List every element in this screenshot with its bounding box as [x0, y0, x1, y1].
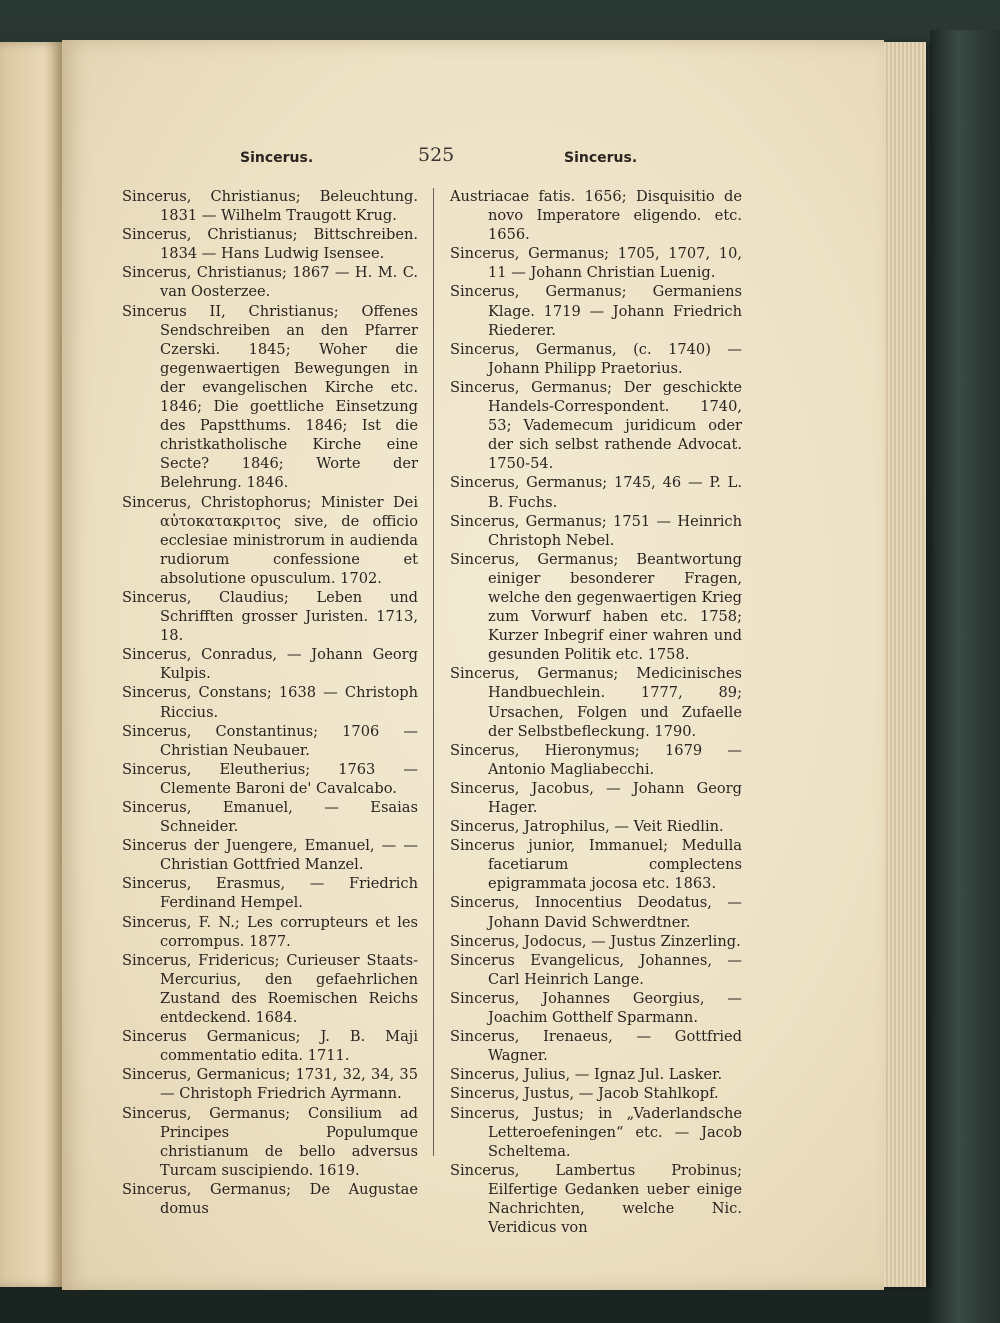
- entry: Sincerus, Constantinus; 1706 — Christian Neubauer.: [122, 722, 418, 759]
- entry: Austriacae fatis. 1656; Disquisitio de novo Imperatore eligendo. etc. 1656.: [450, 188, 742, 244]
- entry: Sincerus, Eleutherius; 1763 — Clemente Baroni de' Cavalcabo.: [122, 760, 418, 797]
- entry: Sincerus II, Christianus; Offenes Sendschreiben an den Pfarrer Czerski. 1845; Woher die gegenwaertigen Bewegungen in der evangelischen Kirche etc. 1846; Die goettliche Einsetzung des Papstthums. 1846; Ist die christkatholische Kirche eine Secte? 1846; Worte der Belehrung. 1846.: [122, 302, 418, 492]
- entry: Sincerus, Conradus, — Johann Georg Kulpis.: [122, 646, 418, 683]
- cover-edge: [930, 30, 1000, 1323]
- entry: Sincerus Germanicus; J. B. Maji commentatio edita. 1711.: [122, 1028, 418, 1065]
- entry: Sincerus, Christophorus; Minister Dei αὐτοκατακριτος sive, de officio ecclesiae ministrorum in audienda rudiorum confessione et absolutione opusculum. 1702.: [122, 493, 418, 587]
- entry: Sincerus, Lambertus Probinus; Eilfertige Gedanken ueber einige Nachrichten, welche Nic. Veridicus von: [450, 1161, 742, 1237]
- entry: Sincerus junior, Immanuel; Medulla facetiarum complectens epigrammata jocosa etc. 1863.: [450, 837, 742, 893]
- entry: Sincerus, Julius, — Ignaz Jul. Lasker.: [450, 1066, 723, 1084]
- entry: Sincerus, Christianus; Bittschreiben. 1834 — Hans Ludwig Isensee.: [122, 226, 418, 263]
- header-right-title: Sincerus.: [564, 150, 638, 166]
- entry: Sincerus, Christianus; 1867 — H. M. C. van Oosterzee.: [122, 264, 418, 301]
- page-block-edges: [880, 42, 926, 1287]
- entry: Sincerus, Emanuel, — Esaias Schneider.: [122, 799, 418, 836]
- entry: Sincerus, Germanus; Germaniens Klage. 1719 — Johann Friedrich Riederer.: [450, 283, 742, 339]
- entry: Sincerus, Constans; 1638 — Christoph Riccius.: [122, 684, 418, 721]
- header-left-title: Sincerus.: [240, 150, 314, 166]
- entry: Sincerus, Johannes Georgius, — Joachim Gotthelf Sparmann.: [450, 989, 742, 1027]
- entry: Sincerus, F. N.; Les corrupteurs et les corrompus. 1877.: [122, 913, 418, 950]
- running-header: [62, 144, 884, 172]
- facing-page-edge: [0, 42, 62, 1287]
- entry: Sincerus, Germanus; Beantwortung einiger besonderer Fragen, welche den gegenwaertigen Krieg zum Vorwurf haben etc. 1758; Kurzer Inbegrif einer wahren und gesunden Politik etc. 1758.: [450, 550, 742, 664]
- entry: Sincerus, Germanicus; 1731, 32, 34, 35 — Christoph Friedrich Ayrmann.: [122, 1066, 418, 1103]
- entry: Sincerus, Justus; in „Vaderlandsche Letteroefeningen“ etc. — Jacob Scheltema.: [450, 1104, 742, 1160]
- entry: Sincerus Evangelicus, Johannes, — Carl Heinrich Lange.: [450, 951, 742, 988]
- entry: Sincerus, Germanus; De Augustae domus: [122, 1180, 418, 1217]
- entry: Sincerus, Fridericus; Curieuser Staats-Mercurius, den gefaehrlichen Zustand des Roemischen Reichs entdeckend. 1684.: [122, 951, 418, 1027]
- entry: Sincerus, Germanus, (c. 1740) — Johann Philipp Praetorius.: [450, 340, 742, 377]
- entry: Sincerus, Germanus; Der geschickte Handels-Correspondent. 1740, 53; Vademecum juridicum oder der sich selbst rathende Advocat. 1750-54.: [450, 378, 742, 473]
- left-column: [122, 187, 418, 1218]
- entry: Sincerus, Erasmus, — Friedrich Ferdinand Hempel.: [122, 875, 418, 912]
- entry: Sincerus, Innocentius Deodatus, — Johann David Schwerdtner.: [450, 894, 742, 931]
- right-column: [450, 187, 742, 1237]
- entry: Sincerus der Juengere, Emanuel, — — Christian Gottfried Manzel.: [122, 837, 418, 874]
- page-number: 525: [418, 144, 455, 166]
- entry: Sincerus, Irenaeus, — Gottfried Wagner.: [450, 1028, 742, 1065]
- entry: Sincerus, Jacobus, — Johann Georg Hager.: [450, 779, 742, 816]
- entry: Sincerus, Hieronymus; 1679 — Antonio Magliabecchi.: [450, 741, 742, 778]
- column-divider: [433, 188, 434, 1156]
- entry: Sincerus, Germanus; Consilium ad Principes Populumque christianum de bello adversus Turcam suscipiendo. 1619.: [122, 1104, 418, 1179]
- entry: Sincerus, Christianus; Beleuchtung. 1831 — Wilhelm Traugott Krug.: [122, 188, 418, 225]
- entry: Sincerus, Justus, — Jacob Stahlkopf.: [450, 1085, 719, 1103]
- entry: Sincerus, Germanus; 1705, 1707, 10, 11 — Johann Christian Luenig.: [450, 245, 742, 282]
- entry: Sincerus, Germanus; 1745, 46 — P. L. B. Fuchs.: [450, 474, 742, 511]
- entry: Sincerus, Germanus; Medicinisches Handbuechlein. 1777, 89; Ursachen, Folgen und Zufaelle der Selbstbefleckung. 1790.: [450, 665, 742, 740]
- entry: Sincerus, Claudius; Leben und Schrifften grosser Juristen. 1713, 18.: [122, 588, 418, 645]
- entry: Sincerus, Jodocus, — Justus Zinzerling.: [450, 932, 741, 950]
- entry: Sincerus, Jatrophilus, — Veit Riedlin.: [450, 818, 724, 836]
- entry: Sincerus, Germanus; 1751 — Heinrich Christoph Nebel.: [450, 512, 742, 549]
